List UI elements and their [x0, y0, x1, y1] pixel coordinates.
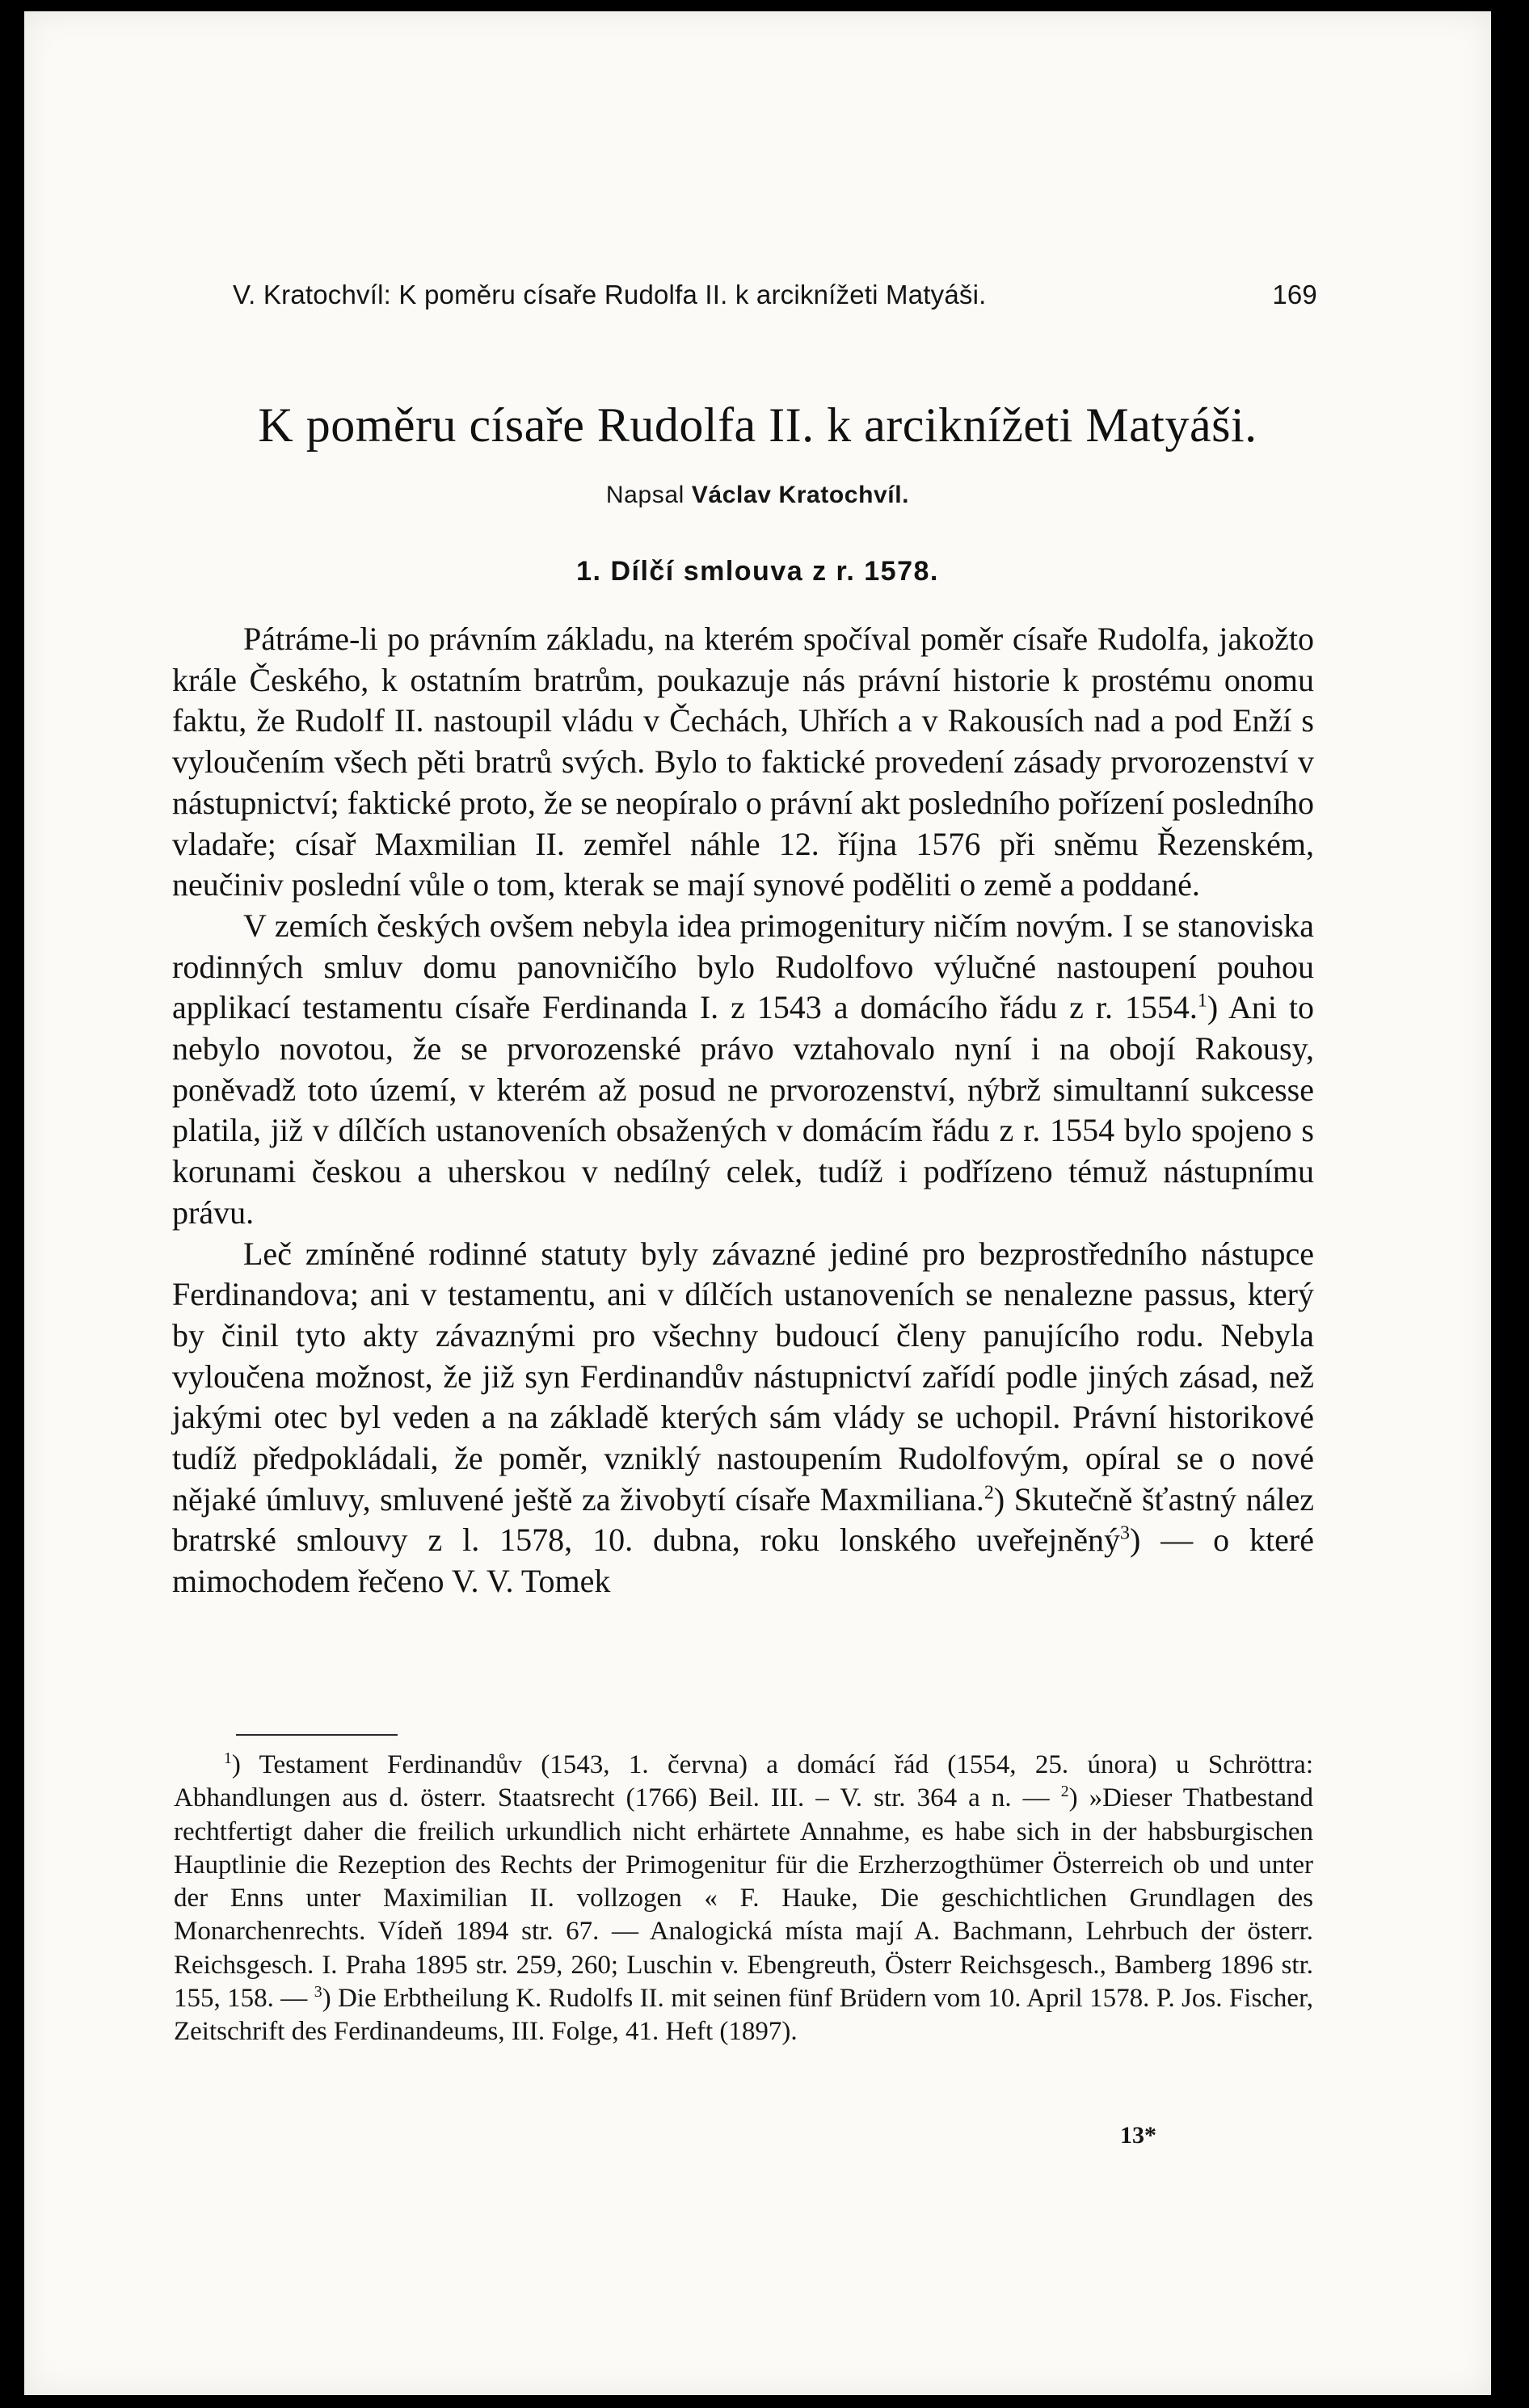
footnote-divider: [236, 1734, 398, 1736]
footnote-mark-2: 2: [1060, 1783, 1069, 1801]
footnote-ref-2: 2: [984, 1482, 994, 1504]
author-name: Václav Kratochvíl.: [691, 482, 910, 508]
running-title: V. Kratochvíl: K poměru císaře Rudolfa II. k arciknížeti Matyáši.: [233, 280, 987, 309]
footnote-3: ) Die Erbtheilung K. Rudolfs II. mit seinen fünf Brüdern vom 10. April 1578. P. Jos. Fischer, Zeitschrift des Ferdinandeums, III. Folge, 41. Heft (1897).: [174, 1984, 1313, 2047]
paragraph-3-part-a: Leč zmíněné rodinné statuty byly závazné jediné pro bezprostředního nástupce Ferdinandova; ani v testamentu, ani v dílčích ustanoveních se nenalezne passus, který by činil tyto akty závaznými pro všechny budoucí členy panujícího rodu. Nebyla vyloučena možnost, že již syn Ferdinandův nástupnictví zařídí podle jiných zásad, než jakými otec byl veden a na základě kterých sám vlády se uchopil. Právní historikové tudíž předpokládali, že poměr, vzniklý nastoupením Rudolfovým, opíral se o nové nějaké úmluvy, smluvené ještě za živobytí císaře Maxmiliana.: [172, 1235, 1314, 1518]
paragraph-3-part-b: ) Skutečně šťastný nález bratrské smlouvy z l. 1578, 10. dubna, roku lonského uveřejněný: [172, 1480, 1315, 1559]
body-text: [172, 619, 1314, 1602]
section-heading: 1. Dílčí smlouva z r. 1578.: [576, 556, 939, 587]
footnote-ref-1: 1: [1197, 991, 1207, 1012]
footnote-2: ) »Dieser Thatbestand rechtfertigt daher die freilich urkundlich nicht erhärtete Annahme, es habe sich in der habsburgischen Hauptlinie die Rezeption des Rechts der Primogenitur für die Erzherzogthümer Österreich ob und unter der Enns unter Maximilian II. vollzogen « F. Hauke, Die geschichtlichen Grundlagen des Monarchenrechts. Vídeň 1894 str. 67. — Analogická místa mají A. Bachmann, Lehrbuch der österr. Reichsgesch. I. Praha 1895 str. 259, 260; Luschin v. Ebengreuth, Österr Reichsgesch., Bamberg 1896 str. 155, 158. —: [174, 1783, 1314, 2014]
scanned-page: [24, 11, 1491, 2395]
footnote-1: ) Testament Ferdinandův (1543, 1. června) a domácí řád (1554, 25. února) u Schröttra: Abhandlungen aus d. österr. Staatsrecht (1766) Beil. III. – V. str. 364 a n. —: [174, 1750, 1313, 1813]
running-head: [233, 280, 1317, 310]
byline-prefix: Napsal: [605, 482, 684, 508]
footnote-ref-3: 3: [1119, 1523, 1130, 1545]
byline: [24, 482, 1491, 509]
paragraph-3-part-c: ) — o které mimochodem řečeno V. V. Tomek: [172, 1522, 1314, 1600]
paragraph-3: [172, 1234, 1314, 1602]
article-title: K poměru císaře Rudolfa II. k arciknížeti Matyáši.: [258, 398, 1257, 452]
paragraph-2-part-a: V zemích českých ovšem nebyla idea primogenitury ničím novým. I se stanoviska rodinných smluv domu panovničího bylo Rudolfovo výlučné nastoupení pouhou applikací testamentu císaře Ferdinanda I. z 1543 a domácího řádu z r. 1554.: [172, 907, 1314, 1026]
footnote-mark-3: 3: [314, 1983, 322, 2002]
footnote-mark-1: 1: [224, 1749, 232, 1767]
paragraph-1: Pátráme-li po právním základu, na kterém spočíval poměr císaře Rudolfa, jakožto krále Českého, k ostatním bratrům, poukazuje nás právní historie k prostému onomu faktu, že Rudolf II. nastoupil vládu v Čechách, Uhřích a v Rakousích nad a pod Enží s vyloučením všech pěti bratrů svých. Bylo to faktické provedení zásady prvorozenství v nástupnictví; faktické proto, že se neopíralo o právní akt posledního pořízení posledního vladaře; císař Maxmilian II. zemřel náhle 12. října 1576 při sněmu Řezenském, neučiniv poslední vůle o tom, kterak se mají synové poděliti o země a poddané.: [172, 621, 1314, 903]
footnotes: [174, 1749, 1313, 2049]
page-number: 169: [1272, 280, 1317, 309]
paragraph-2: [172, 906, 1314, 1234]
printer-signature: 13*: [1120, 2122, 1156, 2149]
paragraph-2-part-b: ) Ani to nebylo novotou, že se prvorozenské právo vztahovalo nyní i na obojí Rakousy, poněvadž toto území, v kterém až posud ne prvorozenství, nýbrž simultanní sukcesse platila, již v dílčích ustanoveních obsažených v domácím řádu z r. 1554 bylo spojeno s korunami českou a uherskou v nedílný celek, tudíž i podřízeno témuž nástupnímu právu.: [172, 989, 1314, 1231]
